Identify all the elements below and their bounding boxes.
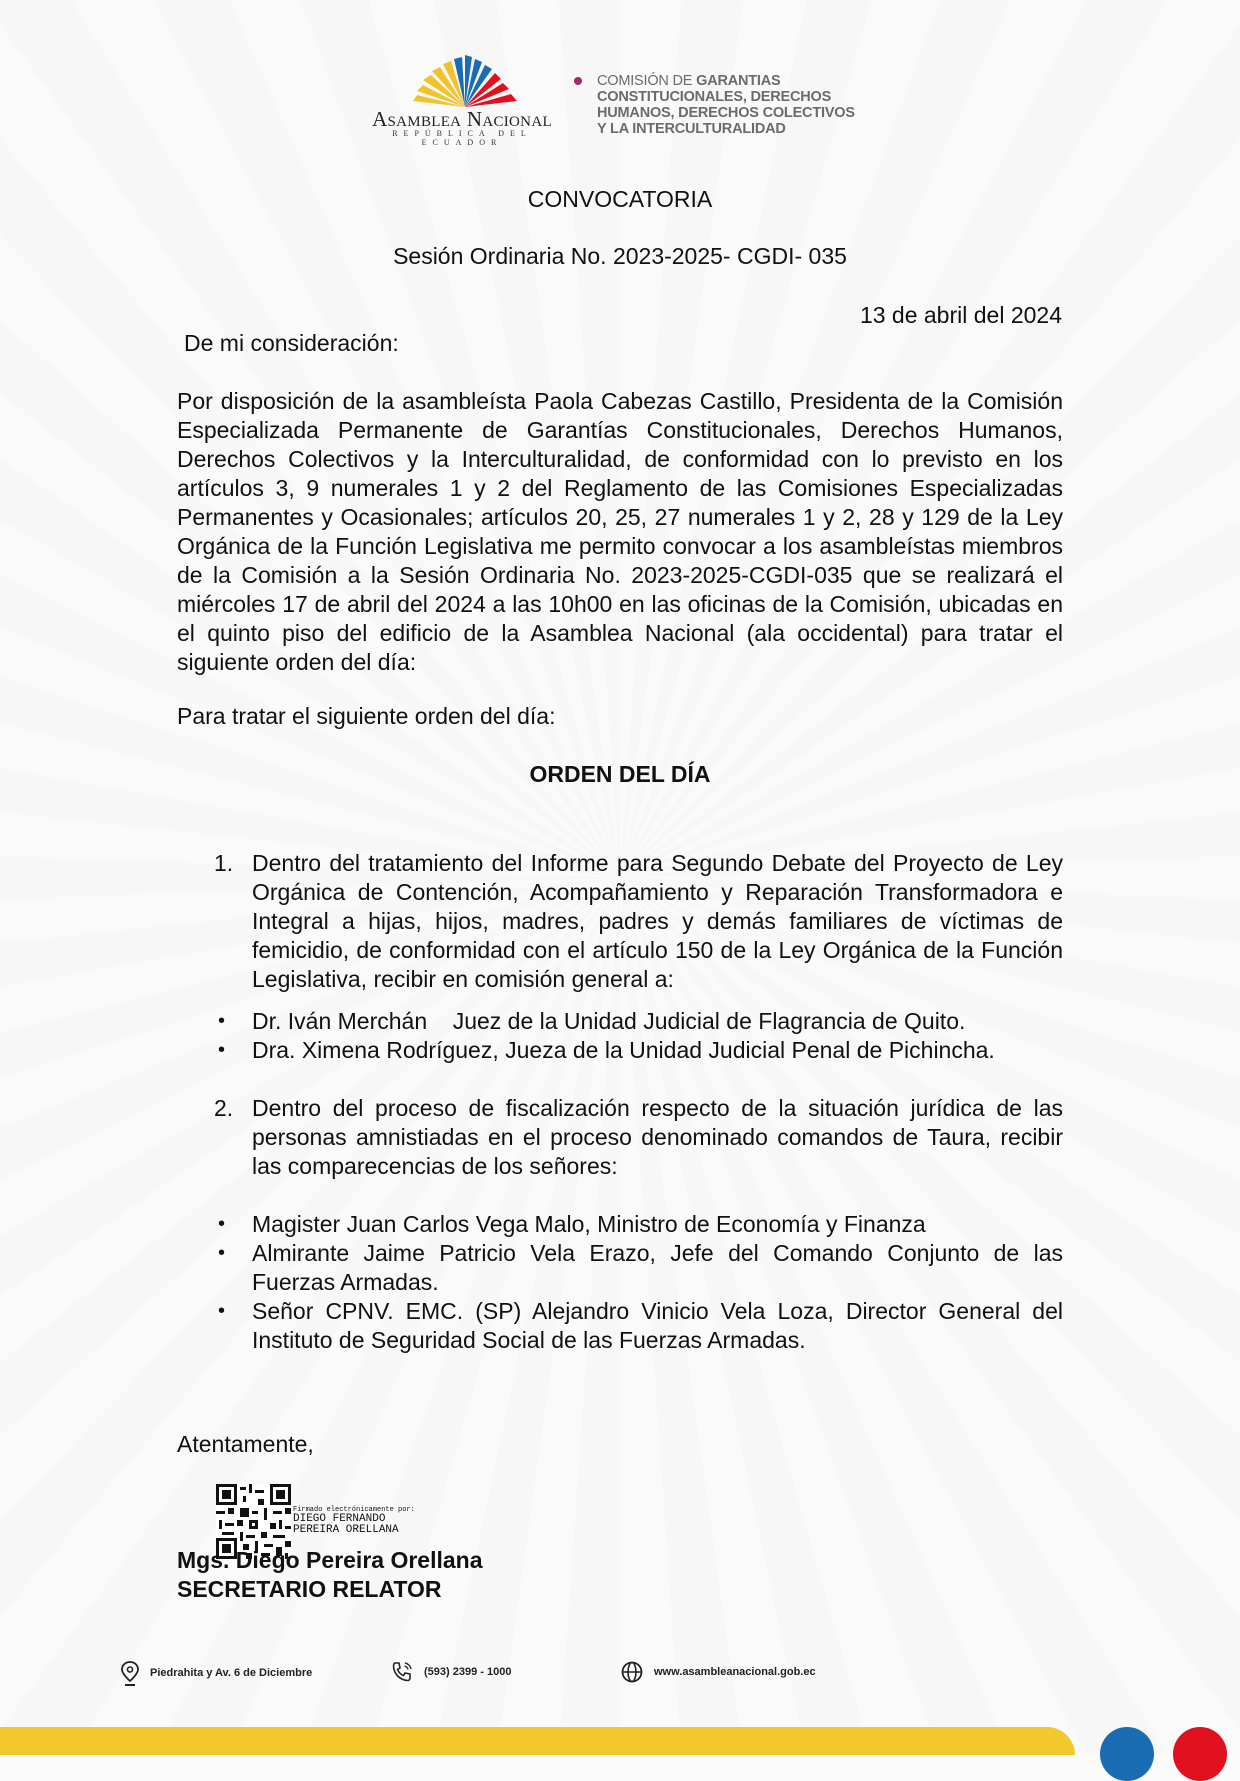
- stamp-caption: Firmado electrónicamente por:: [293, 1506, 415, 1514]
- closing: Atentamente,: [177, 1431, 314, 1457]
- stamp-name-line1: DIEGO FERNANDO: [293, 1513, 386, 1525]
- phone-icon: [390, 1660, 414, 1684]
- agenda-intro: Para tratar el siguiente orden del día:: [177, 703, 556, 729]
- agenda-item-number: 2.: [214, 1095, 234, 1121]
- signer-role: SECRETARIO RELATOR: [177, 1576, 442, 1602]
- list-item: [214, 1210, 1063, 1239]
- commission-line1-bold: GARANTIAS: [696, 73, 781, 89]
- session-number: Sesión Ordinaria No. 2023-2025- CGDI- 035: [393, 243, 847, 269]
- logo-name: Asamblea Nacional: [372, 107, 552, 131]
- footer-website[interactable]: [620, 1660, 816, 1684]
- attendee-text: Señor CPNV. EMC. (SP) Alejandro Vinicio Vela Loza, Director General del Instituto de Seguridad Social de las Fuerzas Armadas.: [252, 1298, 1063, 1353]
- signer-name: Mgs. Diego Pereira Orellana: [177, 1547, 483, 1573]
- list-item: [214, 1239, 1063, 1297]
- commission-prefix: COMISIÓN DE: [597, 73, 697, 89]
- agenda-item-2: [214, 1094, 1063, 1181]
- bullet-icon: •: [218, 1039, 226, 1061]
- commission-name: [577, 73, 917, 137]
- agenda-item-1: [214, 849, 1063, 994]
- sunburst-logo-icon: [410, 55, 520, 107]
- list-item: [214, 1007, 1063, 1036]
- attendee-text: Dr. Iván Merchán Juez de la Unidad Judicial de Flagrancia de Quito.: [252, 1008, 966, 1034]
- footer-yellow-band: [0, 1727, 1075, 1755]
- stamp-name-line2: PEREIRA ORELLANA: [293, 1524, 399, 1536]
- greeting: De mi consideración:: [184, 330, 399, 356]
- footer-contact: [120, 1660, 880, 1690]
- agenda-heading: ORDEN DEL DÍA: [529, 761, 711, 787]
- footer-phone: [390, 1660, 511, 1684]
- asamblea-nacional-logo: [355, 55, 575, 145]
- commission-line4: Y LA INTERCULTURALIDAD: [597, 121, 786, 137]
- document-date: 13 de abril del 2024: [859, 302, 1062, 328]
- agenda-item-number: 1.: [214, 850, 234, 876]
- globe-icon: [620, 1660, 644, 1684]
- list-item: [214, 1297, 1063, 1355]
- footer-red-circle: [1173, 1727, 1227, 1781]
- letterhead: [355, 55, 915, 145]
- footer-address: [120, 1660, 312, 1686]
- attendee-text: Almirante Jaime Patricio Vela Erazo, Jefe del Comando Conjunto de las Fuerzas Armadas.: [252, 1240, 1063, 1295]
- footer-blue-circle: [1100, 1727, 1154, 1781]
- bullet-icon: •: [218, 1213, 226, 1235]
- signature-stamp-text: [293, 1506, 415, 1536]
- logo-subtitle: REPÚBLICA DEL ECUADOR: [392, 129, 532, 147]
- bullet-icon: •: [218, 1242, 226, 1264]
- list-item: [214, 1036, 1063, 1065]
- phone-text: (593) 2399 - 1000: [424, 1666, 512, 1678]
- bullet-icon: •: [218, 1010, 226, 1032]
- location-pin-icon: [120, 1660, 140, 1686]
- website-link[interactable]: www.asambleanacional.gob.ec: [654, 1666, 816, 1678]
- agenda-item-text: Dentro del tratamiento del Informe para Segundo Debate del Proyecto de Ley Orgánica de Contención, Acompañamiento y Reparación Transformadora e Integral a hijas, hijos, madres, padres y demás familiares de víctimas de femicidio, de conformidad con el artículo 150 de la Ley Orgánica de la Función Legislativa, recibir en comisión general a:: [252, 850, 1063, 992]
- agenda-item-2-attendees: [214, 1210, 1063, 1355]
- attendee-text: Magister Juan Carlos Vega Malo, Ministro de Economía y Finanza: [252, 1211, 926, 1237]
- address-text: Piedrahita y Av. 6 de Diciembre: [150, 1667, 313, 1679]
- commission-line3: HUMANOS, DERECHOS COLECTIVOS: [597, 105, 855, 121]
- bullet-icon: •: [218, 1300, 226, 1322]
- attendee-text: Dra. Ximena Rodríguez, Jueza de la Unidad Judicial Penal de Pichincha.: [252, 1037, 995, 1063]
- agenda-item-1-attendees: [214, 1007, 1063, 1065]
- body-paragraph: Por disposición de la asambleísta Paola Cabezas Castillo, Presidenta de la Comisión Especializada Permanente de Garantías Constitucionales, Derechos Humanos, Derechos Colectivos y la Interculturalidad, de conformidad con lo previsto en los artículos 3, 9 numerales 1 y 2 del Reglamento de las Comisiones Especializadas Permanentes y Ocasionales; artículos 20, 25, 27 numerales 1 y 2, 28 y 129 de la Ley Orgánica de la Función Legislativa me permito convocar a los asambleístas miembros de la Comisión a la Sesión Ordinaria No. 2023-2025-CGDI-035 que se realizará el miércoles 17 de abril del 2024 a las 10h00 en las oficinas de la Comisión, ubicadas en el quinto piso del edificio de la Asamblea Nacional (ala occidental) para tratar el siguiente orden del día:: [177, 388, 1063, 675]
- bullet-dot-icon: [574, 77, 582, 85]
- agenda-item-text: Dentro del proceso de fiscalización respecto de la situación jurídica de las personas amnistiadas en el proceso denominado comandos de Taura, recibir las comparecencias de los señores:: [252, 1095, 1063, 1179]
- commission-line2: CONSTITUCIONALES, DERECHOS: [597, 89, 832, 105]
- document-title: CONVOCATORIA: [527, 186, 713, 212]
